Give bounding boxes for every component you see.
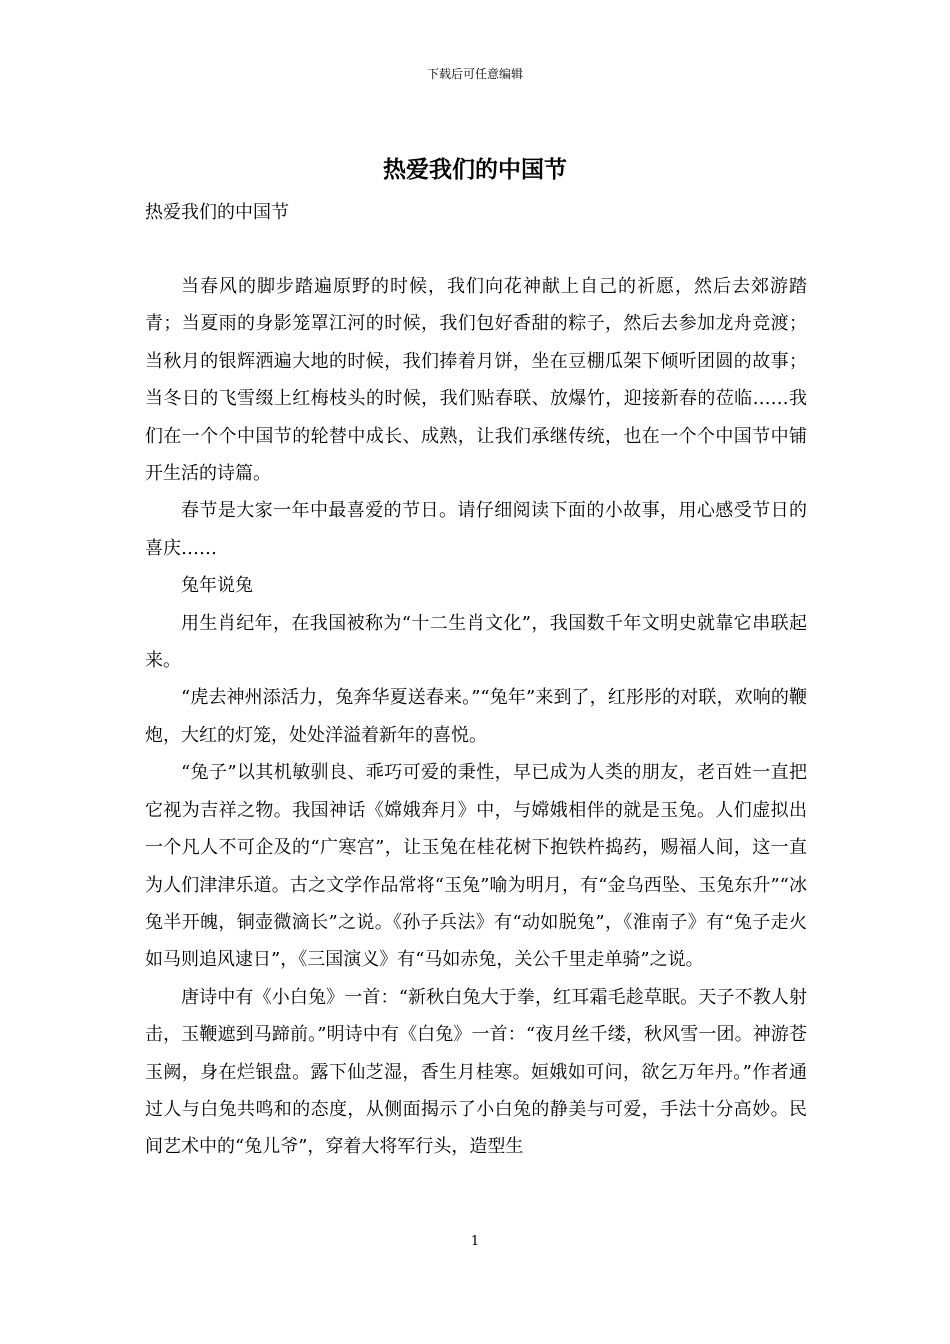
document-subtitle: 热爱我们的中国节 bbox=[145, 202, 289, 223]
document-body bbox=[145, 268, 807, 1166]
document-title: 热爱我们的中国节 bbox=[383, 156, 567, 183]
body-paragraph: “兔子”以其机敏驯良、乖巧可爱的秉性，早已成为人类的朋友，老百姓一直把它视为吉祥之物。我国神话《嫦娥奔月》中，与嫦娥相伴的就是玉兔。人们虚拟出一个凡人不可企及的“广寒宫”，让玉兔在桂花树下抱铁杵捣药，赐福人间，这一直为人们津津乐道。古之文学作品常将“玉兔”喻为明月，有“金乌西坠、玉兔东升”“冰兔半开魄，铜壶微滴长”之说。《孙子兵法》有“动如脱兔”，《淮南子》有“兔子走火如马则追风逮日”，《三国演义》有“马如赤兔，关公千里走单骑”之说。 bbox=[145, 762, 807, 971]
page-number: 1 bbox=[470, 1234, 480, 1249]
body-paragraph: 春节是大家一年中最喜爱的节日。请仔细阅读下面的小故事，用心感受节日的喜庆…… bbox=[145, 500, 807, 559]
page-header-note: 下载后可任意编辑 bbox=[426, 67, 523, 81]
body-paragraph: “虎去神州添活力，兔奔华夏送春来。”“兔年”来到了，红彤彤的对联，欢响的鞭炮，大红的灯笼，处处洋溢着新年的喜悦。 bbox=[145, 687, 807, 746]
body-paragraph: 用生肖纪年，在我国被称为“十二生肖文化”，我国数千年文明史就靠它串联起来。 bbox=[145, 612, 807, 672]
section-heading: 兔年说兔 bbox=[181, 575, 253, 597]
body-paragraph: 当春风的脚步踏遍原野的时候，我们向花神献上自己的祈愿，然后去郊游踏青；当夏雨的身影笼罩江河的时候，我们包好香甜的粽子，然后去参加龙舟竞渡；当秋月的银辉洒遍大地的时候，我们捧着月饼，坐在豆棚瓜架下倾听团圆的故事；当冬日的飞雪缀上红梅枝头的时候，我们贴春联、放爆竹，迎接新春的莅临……我们在一个个中国节的轮替中成长、成熟，让我们承继传统，也在一个个中国节中铺开生活的诗篇。 bbox=[145, 276, 807, 485]
body-paragraph: 唐诗中有《小白兔》一首：“新秋白兔大于拳，红耳霜毛趁草眠。天子不教人射击，玉鞭遮到马蹄前。”明诗中有《白兔》一首：“夜月丝千缕，秋风雪一团。神游苍玉阙，身在烂银盘。露下仙芝湿，香生月桂寒。姮娥如可问，欲乞万年丹。”作者通过人与白兔共鸣和的态度，从侧面揭示了小白兔的静美与可爱，手法十分高妙。民间艺术中的“兔儿爷”，穿着大将军行头，造型生 bbox=[145, 986, 807, 1158]
